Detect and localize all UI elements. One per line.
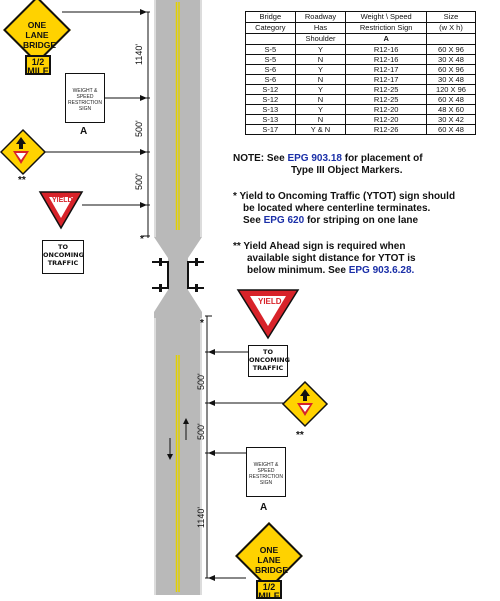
note-line: [233, 153, 495, 165]
header-cell: (w X h): [426, 23, 475, 34]
note-label: NOTE:: [233, 153, 265, 164]
table-cell: 120 X 96: [426, 85, 475, 95]
label-a-upper: A: [80, 126, 88, 137]
yield-text-lower: YIELD: [258, 297, 282, 306]
yield-ahead-sign-lower: [283, 382, 327, 426]
table-cell: R12-16: [346, 45, 427, 55]
note-text: * Yield to Oncoming Traffic (YTOT) sign should: [233, 191, 456, 202]
note-line: [233, 253, 495, 265]
dim-label-1140-upper: 1140': [134, 43, 144, 65]
table-cell: S-12: [246, 85, 296, 95]
table-cell: R12-25: [346, 85, 427, 95]
road-upper: [154, 0, 202, 237]
half-mile-text: 1/2 MILE: [258, 582, 280, 601]
header-cell: Has: [295, 23, 346, 34]
header-cell: Weight \ Speed: [346, 12, 427, 23]
arrowhead: [208, 400, 215, 406]
table-cell: N: [295, 55, 346, 65]
ytot-sign-upper: [42, 240, 84, 274]
table-cell: S-13: [246, 105, 296, 115]
dim-label-500-lower-a: 500': [196, 373, 206, 390]
table-cell: R12-17: [346, 75, 427, 85]
weight-speed-text: WEIGHT & SPEED RESTRICTION SIGN: [68, 88, 102, 112]
header-cell: [246, 34, 296, 45]
table-cell: S-17: [246, 125, 296, 135]
note-text: ** Yield Ahead sign is required when: [233, 241, 406, 252]
table-cell: Y: [295, 65, 346, 75]
table-cell: S-5: [246, 55, 296, 65]
table-header-row: [246, 23, 476, 34]
table-cell: S-12: [246, 95, 296, 105]
note-text: Type III Object Markers.: [291, 165, 403, 176]
table-cell: 60 X 96: [426, 65, 475, 75]
dim-label-500-upper-a: 500': [134, 120, 144, 137]
note-text: available sight distance for YTOT is: [247, 253, 416, 264]
table-cell: Y: [295, 85, 346, 95]
table-cell: S-6: [246, 65, 296, 75]
header-cell: Size: [426, 12, 475, 23]
arrowhead: [140, 202, 147, 208]
note-line: [233, 191, 495, 203]
table-header-row: [246, 34, 476, 45]
table-body: [246, 45, 476, 135]
object-marker: [195, 284, 198, 292]
table-cell: R12-16: [346, 55, 427, 65]
table-row: [246, 55, 476, 65]
yield-ahead-sign-upper: [1, 130, 45, 174]
header-cell: A: [346, 34, 427, 45]
arrowhead: [140, 9, 147, 15]
note-text: for placement of: [344, 153, 423, 164]
table-cell: N: [295, 95, 346, 105]
note-text: below minimum. See: [247, 265, 346, 276]
table-cell: S-13: [246, 115, 296, 125]
header-cell: Bridge: [246, 12, 296, 23]
table-cell: R12-20: [346, 115, 427, 125]
table-row: [246, 125, 476, 135]
header-cell: Category: [246, 23, 296, 34]
one-lane-bridge-text-top: ONE LANE BRIDGE: [23, 20, 57, 50]
table-row: [246, 75, 476, 85]
arrowhead: [208, 450, 215, 456]
header-cell: Roadway: [295, 12, 346, 23]
table-row: [246, 115, 476, 125]
table-cell: 60 X 48: [426, 125, 475, 135]
table-cell: Y: [295, 45, 346, 55]
note-line: [233, 165, 495, 177]
object-marker: [159, 284, 162, 292]
table-cell: 60 X 48: [426, 95, 475, 105]
table-cell: N: [295, 75, 346, 85]
sign-size-table: [245, 11, 476, 135]
note-line: [233, 203, 495, 215]
arrowhead: [140, 149, 147, 155]
table-cell: 48 X 60: [426, 105, 475, 115]
half-mile-plaque-bottom: [256, 580, 282, 599]
table-row: [246, 85, 476, 95]
table-cell: R12-25: [346, 95, 427, 105]
ytot-text: TO ONCOMING TRAFFIC: [249, 348, 290, 372]
table-cell: Y & N: [295, 125, 346, 135]
note-link[interactable]: EPG 903.6.28.: [348, 265, 415, 276]
table-cell: R12-17: [346, 65, 427, 75]
half-mile-plaque-top: [25, 55, 51, 75]
notes-block: [233, 153, 495, 277]
table-cell: S-5: [246, 45, 296, 55]
arrowhead: [208, 349, 215, 355]
table-cell: 60 X 96: [426, 45, 475, 55]
note-text: See: [266, 153, 285, 164]
note-line: [233, 241, 495, 253]
table-row: [246, 95, 476, 105]
dim-label-500-lower-b: 500': [196, 423, 206, 440]
table-cell: 30 X 48: [426, 55, 475, 65]
note-link[interactable]: EPG 620: [263, 215, 305, 226]
road-lower: [154, 312, 202, 595]
table-cell: 30 X 48: [426, 75, 475, 85]
table-header-row: [246, 12, 476, 23]
table-cell: 30 X 42: [426, 115, 475, 125]
arrowhead: [208, 575, 215, 581]
weight-speed-sign-lower: [246, 447, 286, 497]
dim-label-1140-lower: 1140': [196, 506, 206, 528]
single-star-upper: *: [140, 234, 144, 245]
label-a-lower: A: [260, 502, 268, 513]
table-row: [246, 65, 476, 75]
ytot-text: TO ONCOMING TRAFFIC: [43, 243, 84, 267]
note-link[interactable]: EPG 903.18: [287, 153, 342, 164]
one-lane-bridge-text-bottom: ONE LANE BRIDGE: [255, 545, 289, 575]
double-star-upper: **: [18, 175, 26, 186]
header-cell: Shoulder: [295, 34, 346, 45]
arrowhead: [140, 95, 147, 101]
weight-speed-sign-upper: [65, 73, 105, 123]
double-star-lower: **: [296, 430, 304, 441]
table-cell: Y: [295, 105, 346, 115]
road-bridge-taper: [154, 237, 202, 318]
table-row: [246, 105, 476, 115]
single-star-lower: *: [200, 318, 204, 329]
note-line: [233, 265, 495, 277]
note-text: for striping on one lane: [306, 215, 419, 226]
half-mile-text: 1/2 MILE: [27, 57, 49, 76]
weight-speed-text: WEIGHT & SPEED RESTRICTION SIGN: [249, 462, 283, 486]
note-line: [233, 215, 495, 227]
yield-text-upper: YIELD: [52, 197, 73, 204]
dim-label-500-upper-b: 500': [134, 173, 144, 190]
note-text: be located where centerline terminates.: [243, 203, 431, 214]
object-marker: [195, 258, 198, 266]
header-cell: Restriction Sign: [346, 23, 427, 34]
table-row: [246, 45, 476, 55]
table-cell: S-6: [246, 75, 296, 85]
table-header: [246, 12, 476, 45]
note-text: See: [243, 215, 261, 226]
table-cell: N: [295, 115, 346, 125]
object-marker: [159, 258, 162, 266]
table-cell: R12-26: [346, 125, 427, 135]
table-cell: R12-20: [346, 105, 427, 115]
header-cell: [426, 34, 475, 45]
ytot-sign-lower: [248, 345, 288, 377]
